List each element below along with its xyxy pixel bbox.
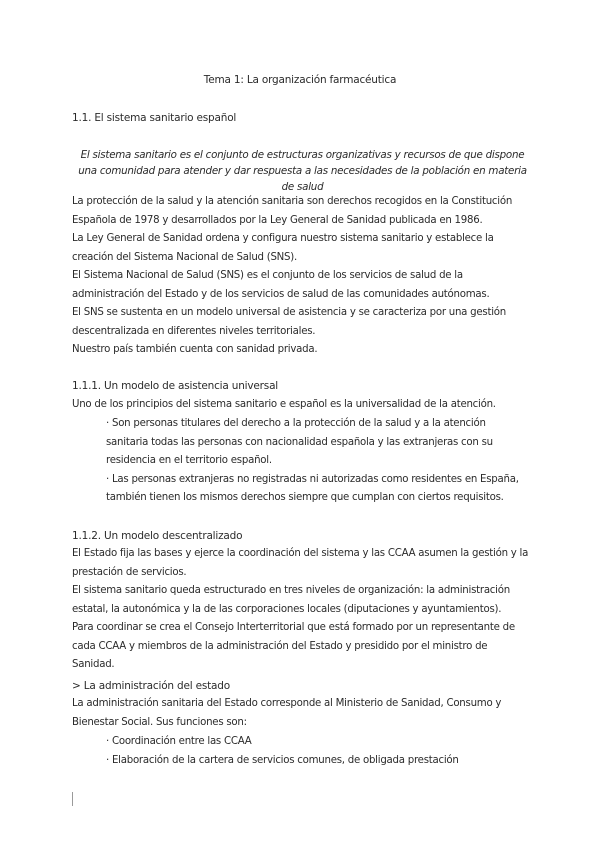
section-heading: 1.1. El sistema sanitario español (72, 112, 237, 124)
subsection-body (72, 695, 530, 732)
paragraph: Para coordinar se crea el Consejo Interterritorial que está formado por un representante de cada CCAA y miembros de la administración del Estado y presidido por el ministro de Sanidad. (72, 622, 515, 670)
paragraph: El Estado fija las bases y ejerce la coordinación del sistema y las CCAA asumen la gestión y la prestación de servicios. (72, 548, 529, 578)
subsection-heading: > La administración del estado (72, 680, 230, 692)
section-body (72, 193, 530, 360)
subsection-heading: 1.1.2. Un modelo descentralizado (72, 530, 243, 542)
list-item: · Las personas extranjeras no registradas ni autorizadas como residentes en España, también tienen los mismos derechos siempre que cumplan con ciertos requisitos. (106, 473, 519, 503)
paragraph: El Sistema Nacional de Salud (SNS) es el conjunto de los servicios de salud de la administración del Estado y de los servicios de salud de las comunidades autónomas. (72, 270, 490, 300)
paragraph: La administración sanitaria del Estado corresponde al Ministerio de Sanidad, Consumo y Bienestar Social. Sus funciones son: (72, 698, 502, 728)
paragraph: Uno de los principios del sistema sanitario e español es la universalidad de la atención. (72, 399, 496, 410)
paragraph: El SNS se sustenta en un modelo universal de asistencia y se caracteriza por una gestión descentralizada en diferentes niveles territoriales. (72, 307, 506, 337)
functions-list (106, 733, 530, 770)
paragraph: El sistema sanitario queda estructurado en tres niveles de organización: la administración estatal, la autonómica y la de las corporaciones locales (diputaciones y ayuntamientos). (72, 585, 510, 615)
list-item: · Son personas titulares del derecho a la protección de la salud y a la atención sanitaria todas las personas con nacionalidad española y las extranjeras con su residencia en el territorio español. (106, 418, 493, 466)
list-item: · Elaboración de la cartera de servicios comunes, de obligada prestación (106, 754, 459, 766)
subsection-body (72, 545, 530, 675)
bullet-list (106, 415, 530, 508)
paragraph: La protección de la salud y la atención sanitaria son derechos recogidos en la Constitución Española de 1978 y desarrollados por la Ley General de Sanidad publicada en 1986. (72, 196, 513, 226)
subsection-heading: 1.1.1. Un modelo de asistencia universal (72, 380, 279, 392)
page-title: Tema 1: La organización farmacéutica (203, 74, 397, 86)
list-item: · Coordinación entre las CCAA (106, 736, 252, 747)
definition-quote: El sistema sanitario es el conjunto de estructuras organizativas y recursos de que dispone una comunidad para atender y dar respuesta a las necesidades de la población en materia de salud (78, 149, 527, 193)
paragraph: La Ley General de Sanidad ordena y configura nuestro sistema sanitario y establece la creación del Sistema Nacional de Salud (SNS). (72, 233, 494, 263)
paragraph: Nuestro país también cuenta con sanidad privada. (72, 344, 318, 355)
subsection-intro (72, 396, 530, 415)
text-cursor[interactable] (72, 792, 73, 806)
